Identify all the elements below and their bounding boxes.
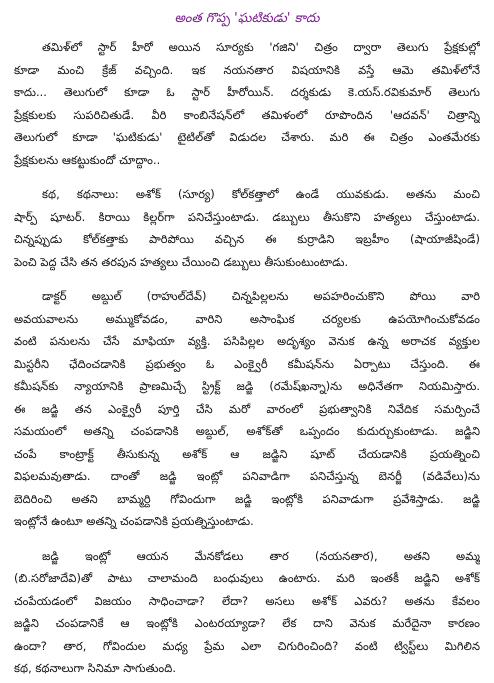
text-line: తెలుగులో కూడా 'ఘటికుడు' టైటిల్‌తో విడుదల చేశారు. మరి ఈ చిత్రం ఎంతమేరకు [14,130,480,144]
text-line: ఉందా? తార, గోవిందుల మధ్య ప్రేమ ఎలా చిగురించింది? వంటి ట్విస్ట్‌లు మిగిలిన [14,638,480,653]
text-line: పెంచి పెద్ద చేసి తన తరపున హత్యలు చేయించి డబ్బులు తీసుకుంటుంటాడు. [14,254,349,269]
text-line: కమీషన్‌కు న్యాయానికి ప్రాణమిచ్చే స్ట్రిక్ట్ జడ్జి (రమేష్‌ఖన్నా)ను అధినేతగా నియమిస్తారు. [14,379,480,393]
text-line: సమయంలో అతన్ని చంపడానికి అబ్దుల్, అశోక్‌తో ఒప్పందం కుదుర్చుకుంటాడు. జడ్జిని [14,424,480,438]
text-line: తమిళ్‌లో స్టార్ హీరో అయిన సూర్యకు 'గజిని' చిత్రం ద్వారా తెలుగు ప్రేక్షకుల్లో [42,40,480,54]
text-line: (బి.సరోజాదేవి)తో పాటు చాలామంది బంధువులు ఉంటారు. మరి ఇంతకీ జడ్జిని అశోక్ [14,571,480,585]
text-line: చంపేయడంలో విజయం సాధించాడా? లేదా? అసలు అశోక్ ఎవరు? అతను కేవలం [14,593,480,608]
paragraph [14,183,480,273]
text-line: జడ్జిని చంపడానికే ఆ ఇంట్లోకి ఎంటరయ్యాడా? లేక దాని వెనుక మరేదైనా కారణం [14,616,480,630]
text-line: షార్ప్ షూటర్. కిరాయి కిల్లర్‌గా పనిచేస్తుంటాడు. డబ్బులు తీసుకొని హత్యలు చేస్తుంటాడు. [14,209,480,224]
paragraph [14,545,480,680]
text-line: ప్రేక్షకులకు సుపరిచితుడే. వీరి కాంబినేషన్‌లో తమిళంలో రూపొందిన 'ఆదవన్' చిత్రాన్ని [14,107,480,122]
text-line: జడ్జి ఇంట్లో ఆయన మేనకోడలు తార (నయనతార), అతని అమ్మ [42,548,480,563]
paragraph [14,285,480,533]
text-line: అవయవాలను అమ్ముకోవడం, వారిని అసాంఘిక చర్యలకు ఉపయోగించుకోవడం [14,311,480,326]
paragraph [14,36,480,171]
text-line: ప్రేక్షకులను ఆకట్టుకుందో చూద్దాం.. [14,152,161,167]
text-line: విఫలమవుతాడు. దాంతో జడ్జి ఇంట్లో పనివాడిగా పనిచేస్తున్న బెనర్జీ (వడివేలు)ను [14,469,480,483]
article-body [14,36,480,680]
text-line: బెదిరించి అతని బామ్మర్ది గోవిందుగా జడ్జి ఇంట్లోకి పనివాడుగా ప్రవేశిస్తాడు. జడ్జి [14,491,480,506]
text-line: మిస్టరీని ఛేదించడానికి ప్రభుత్వం ఓ ఎంక్వైరీ కమీషన్‌ను ఏర్పాటు చేస్తుంది. ఈ [14,356,480,371]
text-line: కథ, కథనాలు: అశోక్ (సూర్య) కోల్‌కత్తాలో ఉండే యువకుడు. అతను మంచి [42,187,480,201]
article-title: అంత గొప్ప 'ఘటికుడు' కాదు [174,11,320,26]
text-line: చంపే కాంట్రాక్ట్ తీసుకున్న అశోక్ ఆ జడ్జిని షూట్ చేయడానికి ప్రయత్నించి [14,446,480,461]
text-line: వంటి పనులను చేసే మాఫియా వ్యక్తి. పసిపిల్లల అదృశ్యం వెనుక ఉన్న అరాచక వ్యక్తుల [14,334,480,348]
text-line: ఈ జడ్జి తన ఎంక్వైరీ పూర్తి చేసి మరో వారంలో ప్రభుత్వానికి నివేదిక సమర్పించే [14,401,480,416]
text-line: చిన్నప్పుడు కోల్‌కత్తాకు పారిపోయి వచ్చిన ఈ కుర్రాడిని ఇబ్రహీం (షాయాజీషిండే) [14,232,480,246]
text-line: కూడా మంచి క్రేజ్ వచ్చింది. ఇక నయనతార విషయానికి వస్తే ఆమె తమిళ్‌లోనే [14,62,480,77]
text-line: కథ, కథనాలుగా సినిమా సాగుతుంది. [14,661,177,675]
text-line: డాక్టర్ అబ్దుల్ (రాహుల్‌దేవ్) చిన్నపిల్లలను అపహరించుకొని పోయి వారి [42,289,480,303]
text-line: ఇంట్లోనే ఉంటూ అతన్ని చంపడానికి ప్రయత్నిస్తుంటాడు. [14,514,254,528]
text-line: కాదు... తెలుగులో కూడా ఓ స్టార్ హీరోయిన్. దర్శకుడు కె.యస్.రవికుమార్ తెలుగు [14,85,480,99]
